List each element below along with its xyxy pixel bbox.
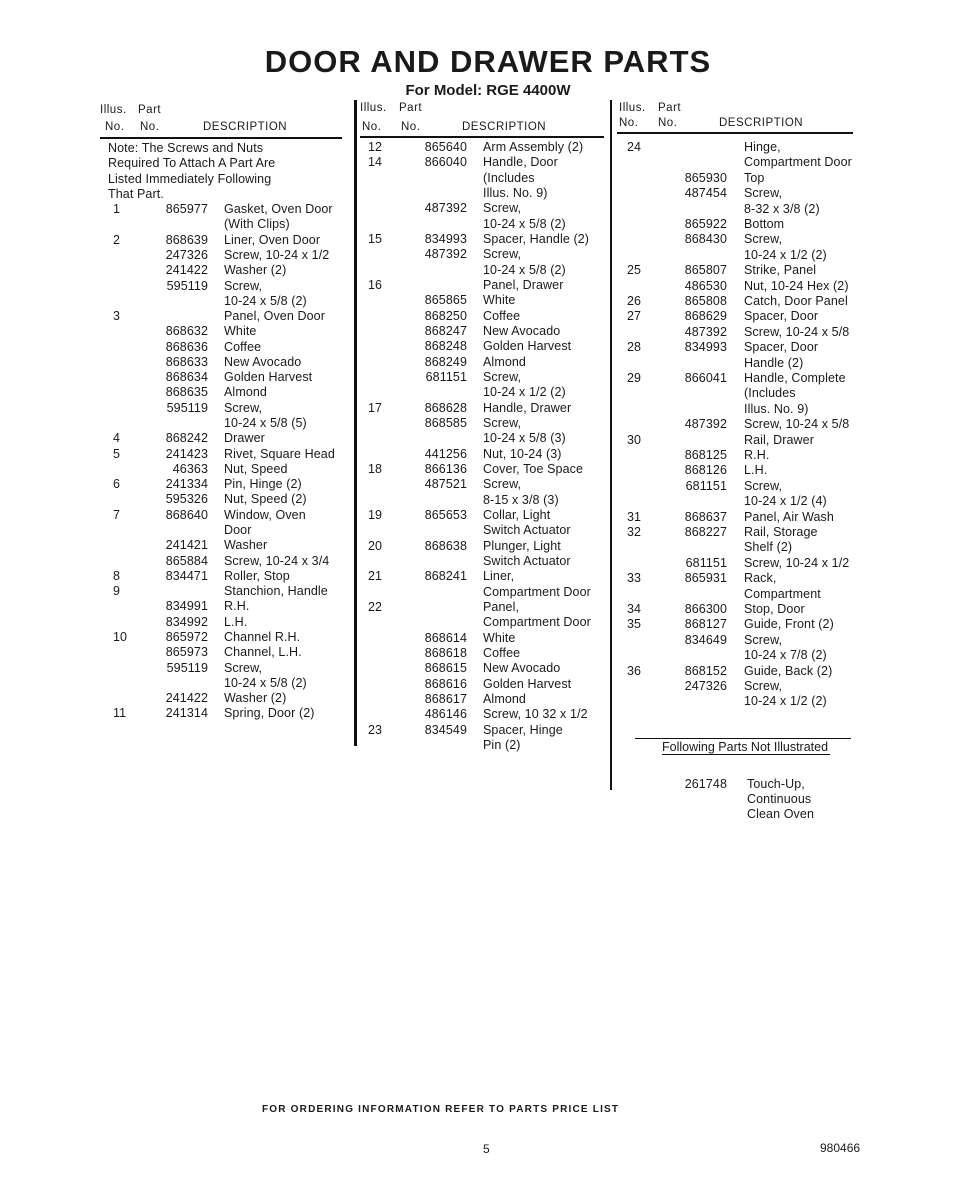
part-description: Almond (483, 691, 526, 706)
part-number: 868615 (424, 661, 467, 676)
illus-number: 33 (627, 571, 642, 586)
illus-number: 31 (627, 509, 642, 524)
part-number: 834649 (684, 632, 727, 647)
illus-number: 6 (113, 477, 121, 492)
illus-number: 11 (113, 706, 127, 721)
header-rule (100, 137, 342, 139)
header-illus: Illus. (619, 102, 646, 114)
part-description: Panel, Drawer (483, 277, 564, 292)
part-description: Washer (2) (224, 263, 287, 278)
part-description: L.H. (224, 614, 248, 629)
part-description: Screw, (483, 247, 522, 262)
part-number: 865808 (684, 294, 727, 308)
not-illustrated-heading: Following Parts Not Illustrated (662, 740, 829, 754)
part-description: New Avocado (483, 323, 561, 338)
header-part-no: No. (401, 121, 421, 133)
part-description: Screw, 10-24 x 1/2 (224, 247, 330, 262)
part-description: 10-24 x 7/8 (2) (744, 648, 827, 663)
header-description: DESCRIPTION (203, 121, 288, 133)
note-text: Listed Immediately Following (108, 171, 272, 186)
part-description: Nut, 10-24 (3) (483, 446, 562, 461)
part-description: Nut, Speed (224, 461, 288, 476)
part-description: 8-15 x 3/8 (3) (483, 492, 559, 507)
part-description: Spacer, Door (744, 340, 819, 355)
part-number: 486146 (424, 707, 467, 722)
illus-number: 17 (368, 400, 383, 415)
part-number: 868629 (684, 309, 727, 324)
part-number: 868126 (684, 463, 727, 478)
part-number: 595119 (166, 660, 208, 675)
illus-number: 30 (627, 432, 642, 447)
part-description: Compartment Door (483, 584, 591, 599)
part-description: Handle, Complete (744, 371, 846, 385)
part-number: 487454 (684, 186, 727, 201)
part-description: New Avocado (483, 661, 561, 676)
part-description: White (483, 293, 516, 308)
part-number: 868241 (424, 569, 467, 584)
part-description: Hinge, (744, 140, 781, 154)
part-description: Clean Oven (747, 807, 815, 822)
part-description: Almond (224, 385, 267, 400)
part-description: Roller, Stop (224, 568, 290, 583)
illus-number: 10 (113, 629, 128, 644)
part-description: Golden Harvest (483, 339, 572, 354)
part-number: 868617 (424, 691, 467, 706)
part-number: 834549 (424, 722, 467, 737)
part-description: Door (224, 523, 252, 537)
part-number: 865640 (424, 140, 467, 154)
illus-number: 8 (113, 568, 121, 583)
part-number: 834991 (165, 599, 208, 614)
part-description: Handle, Door (483, 155, 558, 170)
illus-number: 15 (368, 231, 383, 246)
part-description: 10-24 x 1/2 (2) (744, 247, 827, 262)
illus-number: 28 (627, 340, 642, 355)
part-number: 487392 (684, 324, 727, 339)
note-text: Required To Attach A Part Are (108, 156, 276, 171)
part-number: 868637 (684, 509, 727, 524)
part-description: Spring, Door (2) (224, 706, 315, 721)
part-description: Arm Assembly (2) (483, 140, 584, 154)
illus-number: 23 (368, 722, 383, 737)
part-description: 10-24 x 1/2 (2) (483, 385, 566, 400)
part-description: Screw, 10 32 x 1/2 (483, 707, 588, 722)
illus-number: 5 (113, 446, 121, 461)
part-description: R.H. (744, 448, 770, 462)
part-number: 834993 (684, 340, 727, 355)
part-number: 866040 (424, 155, 467, 170)
column-divider (610, 100, 612, 790)
part-description: Switch Actuator (483, 553, 571, 568)
part-description: Cover, Toe Space (483, 461, 584, 476)
part-description: Touch-Up, (747, 777, 805, 791)
illus-number: 14 (368, 155, 383, 170)
part-number: 487392 (424, 201, 467, 216)
part-description: Screw, (744, 632, 783, 647)
part-description: 10-24 x 5/8 (2) (224, 675, 307, 690)
note-text: That Part. (108, 186, 164, 201)
part-description: Liner, Oven Door (224, 232, 321, 247)
illus-number: 7 (113, 507, 121, 522)
part-description: Screw, 10-24 x 1/2 (744, 555, 850, 570)
part-description: Screw, (224, 400, 263, 415)
part-number: 868614 (424, 630, 467, 645)
part-number: 868127 (684, 617, 727, 632)
illus-number: 18 (368, 461, 383, 476)
part-number: 868634 (165, 370, 208, 385)
part-description: 10-24 x 5/8 (2) (483, 262, 566, 277)
part-number: 865973 (165, 645, 208, 660)
part-description: Gasket, Oven Door (224, 202, 333, 217)
illus-number: 19 (368, 507, 383, 522)
part-description: Nut, Speed (2) (224, 492, 307, 507)
part-description: Coffee (224, 339, 262, 354)
part-number: 868632 (165, 324, 208, 339)
part-description: Rack, (744, 571, 777, 586)
part-description: Coffee (483, 308, 521, 323)
part-description: Screw, (483, 201, 522, 216)
illus-number: 22 (368, 599, 383, 614)
part-description: Window, Oven (224, 507, 306, 522)
part-description: Illus. No. 9) (744, 401, 809, 416)
part-description: Panel, Oven Door (224, 309, 325, 324)
part-description: Compartment Door (744, 155, 852, 170)
part-description: Switch Actuator (483, 523, 571, 538)
part-description: Guide, Back (2) (744, 663, 833, 678)
part-number: 681151 (685, 555, 727, 570)
part-number: 241422 (165, 691, 208, 706)
header-part-no: No. (140, 121, 160, 133)
part-description: Top (744, 170, 765, 185)
part-description: Rail, Drawer (744, 432, 814, 447)
part-number: 868242 (165, 431, 208, 446)
part-number: 866300 (684, 602, 727, 616)
part-description: Screw, (483, 369, 522, 384)
part-number: 868628 (424, 400, 467, 415)
part-number: 868639 (165, 232, 208, 247)
part-description: 8-32 x 3/8 (2) (744, 201, 820, 216)
part-description: Liner, (483, 569, 515, 584)
page-title: DOOR AND DRAWER PARTS (264, 44, 712, 79)
illus-number: 24 (627, 140, 642, 154)
part-description: Strike, Panel (744, 263, 817, 278)
part-number: 865930 (684, 170, 727, 185)
part-description: Rivet, Square Head (224, 446, 335, 461)
part-description: 10-24 x 5/8 (2) (224, 293, 307, 308)
part-number: 865653 (424, 507, 467, 522)
part-description: Drawer (224, 431, 265, 446)
illus-number: 2 (113, 232, 121, 247)
part-number: 868635 (165, 385, 208, 400)
footer-note: FOR ORDERING INFORMATION REFER TO PARTS PRICE LIST (262, 1104, 620, 1115)
header-description: DESCRIPTION (719, 117, 804, 129)
part-number: 487521 (424, 477, 467, 492)
part-number: 868636 (165, 339, 208, 354)
header-part: Part (399, 102, 423, 114)
part-description: Screw, (744, 478, 783, 493)
part-description: Shelf (2) (744, 540, 793, 555)
illus-number: 29 (627, 371, 642, 385)
part-description: Guide, Front (2) (744, 617, 834, 632)
illus-number: 16 (368, 277, 383, 292)
part-number: 241314 (165, 706, 208, 721)
header-part: Part (138, 104, 162, 116)
part-number: 868227 (684, 525, 727, 539)
part-description: Illus. No. 9) (483, 185, 548, 200)
part-description: Collar, Light (483, 507, 551, 522)
illus-number: 35 (627, 617, 642, 632)
part-number: 866041 (684, 371, 727, 385)
part-description: Panel, (483, 599, 520, 614)
part-description: Plunger, Light (483, 538, 561, 553)
part-description: L.H. (744, 463, 768, 478)
part-description: R.H. (224, 599, 250, 614)
part-description: (Includes (744, 386, 796, 401)
part-description: White (224, 324, 257, 339)
part-number: 261748 (684, 777, 727, 791)
part-description: Catch, Door Panel (744, 294, 848, 308)
header-illus: Illus. (360, 102, 387, 114)
part-number: 241334 (165, 477, 208, 492)
part-number: 595326 (165, 492, 208, 507)
part-number: 868430 (684, 232, 727, 247)
illus-number: 3 (113, 309, 121, 324)
part-description: Screw, 10-24 x 5/8 (744, 417, 850, 432)
illus-number: 25 (627, 263, 642, 278)
header-illus-no: No. (105, 121, 125, 133)
part-description: 10-24 x 5/8 (5) (224, 416, 307, 431)
part-description: Spacer, Hinge (483, 722, 563, 737)
document-number: 980466 (820, 1141, 861, 1155)
illus-number: 36 (627, 663, 642, 678)
illus-number: 27 (627, 309, 642, 324)
part-number: 868125 (684, 448, 727, 462)
part-number: 868248 (424, 339, 467, 354)
part-description: Washer (224, 538, 268, 553)
part-number: 46363 (172, 461, 208, 476)
part-number: 834992 (165, 614, 208, 629)
part-number: 834993 (424, 231, 467, 246)
part-description: Almond (483, 354, 526, 369)
part-description: 10-24 x 1/2 (4) (744, 494, 827, 509)
part-number: 241423 (165, 446, 208, 461)
illus-number: 9 (113, 584, 121, 599)
part-number: 865977 (165, 202, 208, 217)
part-number: 487392 (424, 247, 467, 262)
part-description: Compartment (744, 586, 821, 601)
model-subtitle: For Model: RGE 4400W (405, 82, 571, 99)
part-description: Channel R.H. (224, 629, 301, 644)
part-number: 868638 (424, 538, 467, 553)
part-description: Washer (2) (224, 691, 287, 706)
part-description: Handle (2) (744, 355, 804, 370)
part-number: 868585 (424, 415, 467, 430)
part-description: Screw, (224, 278, 263, 293)
header-illus-no: No. (619, 117, 639, 129)
header-part-no: No. (658, 117, 678, 129)
part-description: (With Clips) (224, 217, 290, 232)
part-description: Spacer, Handle (2) (483, 231, 590, 246)
part-description: Screw, 10-24 x 5/8 (744, 324, 850, 339)
part-number: 866136 (424, 461, 467, 476)
part-number: 241422 (165, 263, 208, 278)
part-number: 868616 (424, 676, 467, 691)
illus-number: 4 (113, 431, 121, 446)
illus-number: 32 (627, 525, 642, 539)
note-text: Note: The Screws and Nuts (108, 141, 264, 155)
part-description: White (483, 630, 516, 645)
part-number: 441256 (424, 446, 467, 461)
part-description: 10-24 x 5/8 (2) (483, 216, 566, 231)
part-number: 487392 (684, 417, 727, 432)
part-number: 681151 (425, 369, 467, 384)
part-number: 865922 (684, 217, 727, 231)
header-illus: Illus. (100, 104, 127, 116)
header-illus-no: No. (362, 121, 382, 133)
part-number: 247326 (684, 679, 727, 693)
part-description: Screw, (483, 415, 522, 430)
part-number: 868152 (684, 663, 727, 678)
part-number: 595119 (166, 278, 208, 293)
illus-number: 12 (368, 140, 383, 154)
part-description: Stanchion, Handle (224, 584, 328, 599)
part-description: Screw, (224, 660, 263, 675)
part-description: Stop, Door (744, 602, 805, 616)
part-description: New Avocado (224, 354, 302, 369)
part-number: 868249 (424, 354, 467, 369)
part-description: 10-24 x 1/2 (2) (744, 694, 827, 709)
header-description: DESCRIPTION (462, 121, 547, 133)
part-description: Pin, Hinge (2) (224, 477, 302, 492)
part-number: 595119 (166, 400, 208, 415)
header-rule (617, 132, 853, 134)
part-description: Bottom (744, 217, 785, 231)
part-description: Rail, Storage (744, 525, 818, 539)
part-number: 486530 (684, 278, 727, 293)
part-description: Screw, 10-24 x 3/4 (224, 553, 330, 568)
section-rule (635, 738, 851, 739)
part-description: Panel, Air Wash (744, 509, 834, 524)
part-number: 865884 (165, 553, 208, 568)
illus-number: 21 (368, 569, 383, 584)
part-number: 868247 (424, 323, 467, 338)
part-number: 865931 (684, 571, 727, 586)
header-part: Part (658, 102, 682, 114)
part-number: 247326 (165, 247, 208, 262)
part-description: 10-24 x 5/8 (3) (483, 431, 566, 446)
part-description: Golden Harvest (224, 370, 313, 385)
part-number: 241421 (165, 538, 208, 553)
part-number: 865807 (684, 263, 727, 278)
part-number: 868250 (424, 308, 467, 323)
part-number: 681151 (685, 478, 727, 493)
part-description: Screw, (744, 186, 783, 201)
part-description: Screw, (744, 232, 783, 247)
part-number: 868640 (165, 507, 208, 522)
illus-number: 20 (368, 538, 383, 553)
part-number: 868618 (424, 645, 467, 660)
part-description: (Includes (483, 170, 535, 185)
part-number: 868633 (165, 354, 208, 369)
page-number: 5 (483, 1142, 490, 1156)
part-description: Screw, (483, 477, 522, 492)
part-description: Pin (2) (483, 737, 521, 752)
part-description: Handle, Drawer (483, 400, 572, 415)
part-description: Compartment Door (483, 615, 591, 630)
illus-number: 34 (627, 602, 642, 616)
illus-number: 26 (627, 294, 642, 308)
header-rule (360, 136, 604, 138)
part-description: Coffee (483, 645, 521, 660)
part-description: Golden Harvest (483, 676, 572, 691)
column-divider (354, 100, 357, 746)
part-number: 834471 (165, 568, 208, 583)
part-description: Continuous (747, 792, 812, 807)
part-description: Spacer, Door (744, 309, 819, 324)
illus-number: 1 (113, 202, 121, 217)
part-description: Nut, 10-24 Hex (2) (744, 278, 849, 293)
part-number: 865972 (165, 629, 208, 644)
part-description: Screw, (744, 679, 783, 693)
part-number: 865865 (424, 293, 467, 308)
part-description: Channel, L.H. (224, 645, 302, 660)
